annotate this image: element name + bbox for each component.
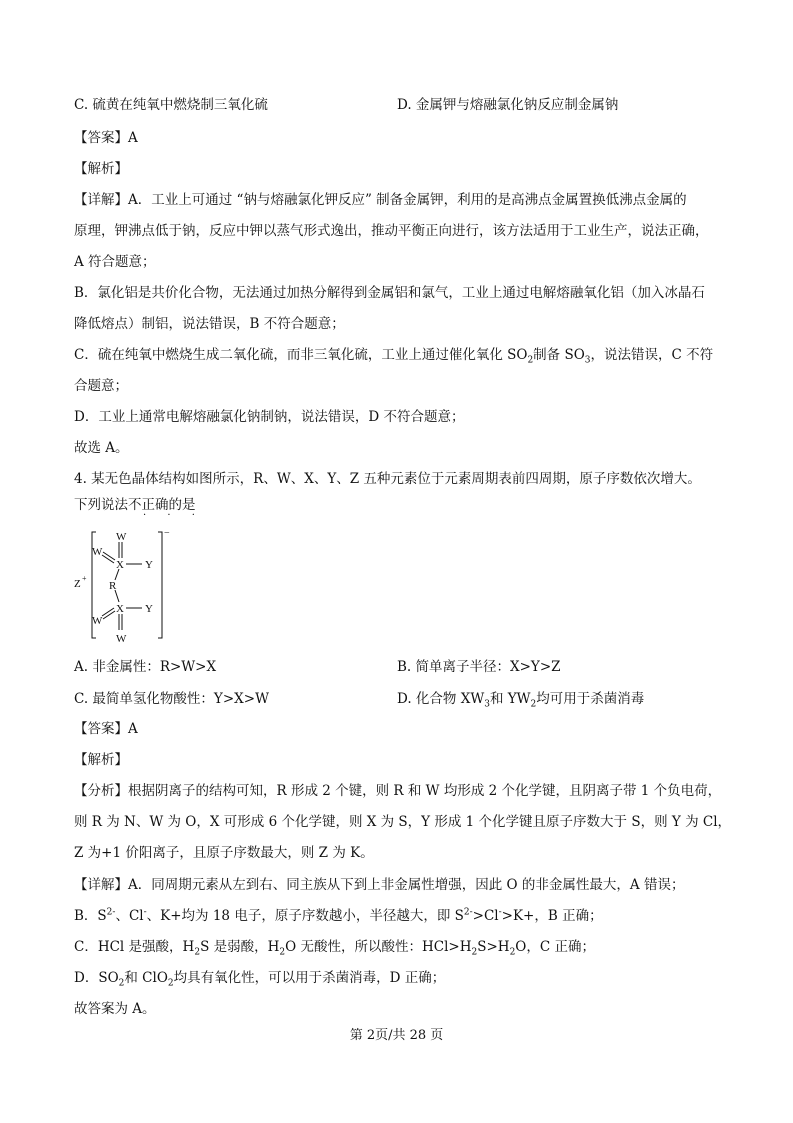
conclusion-line: 故选 A。 bbox=[74, 440, 129, 456]
cation-z: Z bbox=[74, 578, 81, 590]
option-c: C. 最简单氢化物酸性：Y>X>W bbox=[74, 691, 269, 707]
anion-structure-diagram bbox=[70, 522, 190, 646]
explanation-line: B．氯化铝是共价化合物，无法通过加热分解得到金属铝和氯气，工业上通过电解熔融氧化铝（加入冰晶石 bbox=[74, 285, 705, 301]
cation-charge: + bbox=[82, 574, 87, 583]
atom-y: Y bbox=[145, 559, 153, 571]
explanation-line: 原理，钾沸点低于钠，反应中钾以蒸气形式逸出，推动平衡正向进行，该方法适用于工业生产，说法正确， bbox=[74, 223, 709, 239]
explanation-line: B．$S^{2-}$、Cl-、K+均为 18 电子，原子序数越小，半径越大，即 $S^{2-}>Cl^->K+$，B 正确； bbox=[74, 907, 603, 924]
option-b: B. 简单离子半径：X>Y>Z bbox=[397, 659, 561, 675]
atom-w: W bbox=[92, 615, 103, 627]
explanation-line: C．硫在纯氧中燃烧生成二氧化硫，而非三氧化硫，工业上通过催化氧化 $SO_2$制备 $SO_3$，说法错误，C 不符 bbox=[74, 347, 714, 366]
explanation-line: 合题意； bbox=[74, 378, 128, 394]
emphasis-dots: · · · bbox=[143, 510, 204, 521]
analysis-line: 则 R 为 N、W 为 O，X 可形成 6 个化学键，则 X 为 S，Y 形成 1 个化学键且原子序数大于 S，则 Y 为 Cl， bbox=[74, 814, 732, 830]
atom-r: R bbox=[109, 580, 117, 592]
explanation-line: D．工业上通常电解熔融氯化钠制钠，说法错误，D 不符合题意； bbox=[74, 409, 465, 425]
question-stem: 下列说法不正确的是 bbox=[74, 497, 196, 513]
conclusion-line: 故答案为 A。 bbox=[74, 1001, 156, 1017]
explanation-line: D．$SO_2$和 ClO$_2$均具有氧化性，可以用于杀菌消毒，D 正确； bbox=[74, 970, 446, 989]
analysis-line: Z 为+1 价阳离子，且原子序数最大，则 Z 为 K。 bbox=[74, 845, 374, 861]
analysis-label: 【解析】 bbox=[74, 161, 128, 177]
explanation-line: A 符合题意； bbox=[74, 254, 156, 270]
atom-w: W bbox=[92, 546, 103, 558]
anion-charge: − bbox=[164, 528, 170, 539]
answer-label: 【答案】A bbox=[74, 130, 138, 146]
atom-w: W bbox=[116, 633, 127, 645]
analysis-line: 【分析】根据阴离子的结构可知，R 形成 2 个键，则 R 和 W 均形成 2 个化学键，且阴离子带 1 个负电荷， bbox=[74, 783, 722, 799]
option-a: A. 非金属性：R>W>X bbox=[74, 659, 217, 675]
option-c-line: C. 硫黄在纯氧中燃烧制三氧化硫 bbox=[74, 97, 268, 113]
atom-x: X bbox=[116, 603, 124, 615]
atom-y: Y bbox=[145, 603, 153, 615]
option-d: D. 化合物 $XW_3$和 $YW_2$均可用于杀菌消毒 bbox=[397, 691, 645, 710]
explanation-line: 降低熔点）制铝，说法错误，B 不符合题意； bbox=[74, 316, 345, 332]
answer-label: 【答案】A bbox=[74, 721, 138, 737]
page-footer: 第 2页/共 28 页 bbox=[349, 1028, 444, 1043]
question-stem: 4. 某无色晶体结构如图所示，R、W、X、Y、Z 五种元素位于元素周期表前四周期，原子序数依次增大。 bbox=[74, 471, 701, 487]
atom-w: W bbox=[116, 531, 127, 543]
explanation-line: 【详解】A．同周期元素从左到右、同主族从下到上非金属性增强，因此 O 的非金属性最大，A 错误； bbox=[74, 877, 685, 893]
atom-x: X bbox=[116, 559, 124, 571]
explanation-line: 【详解】A．工业上可通过 “钠与熔融氯化钾反应” 制备金属钾，利用的是高沸点金属置换低沸点金属的 bbox=[74, 192, 687, 208]
explanation-line: C．HCl 是强酸，$H_2S$ 是弱酸，$H_2O$ 无酸性，所以酸性：$HCl>H_2S>H_2O$，C 正确； bbox=[74, 939, 595, 958]
analysis-label: 【解析】 bbox=[74, 752, 128, 768]
option-d-line: D. 金属钾与熔融氯化钠反应制金属钠 bbox=[397, 97, 619, 113]
